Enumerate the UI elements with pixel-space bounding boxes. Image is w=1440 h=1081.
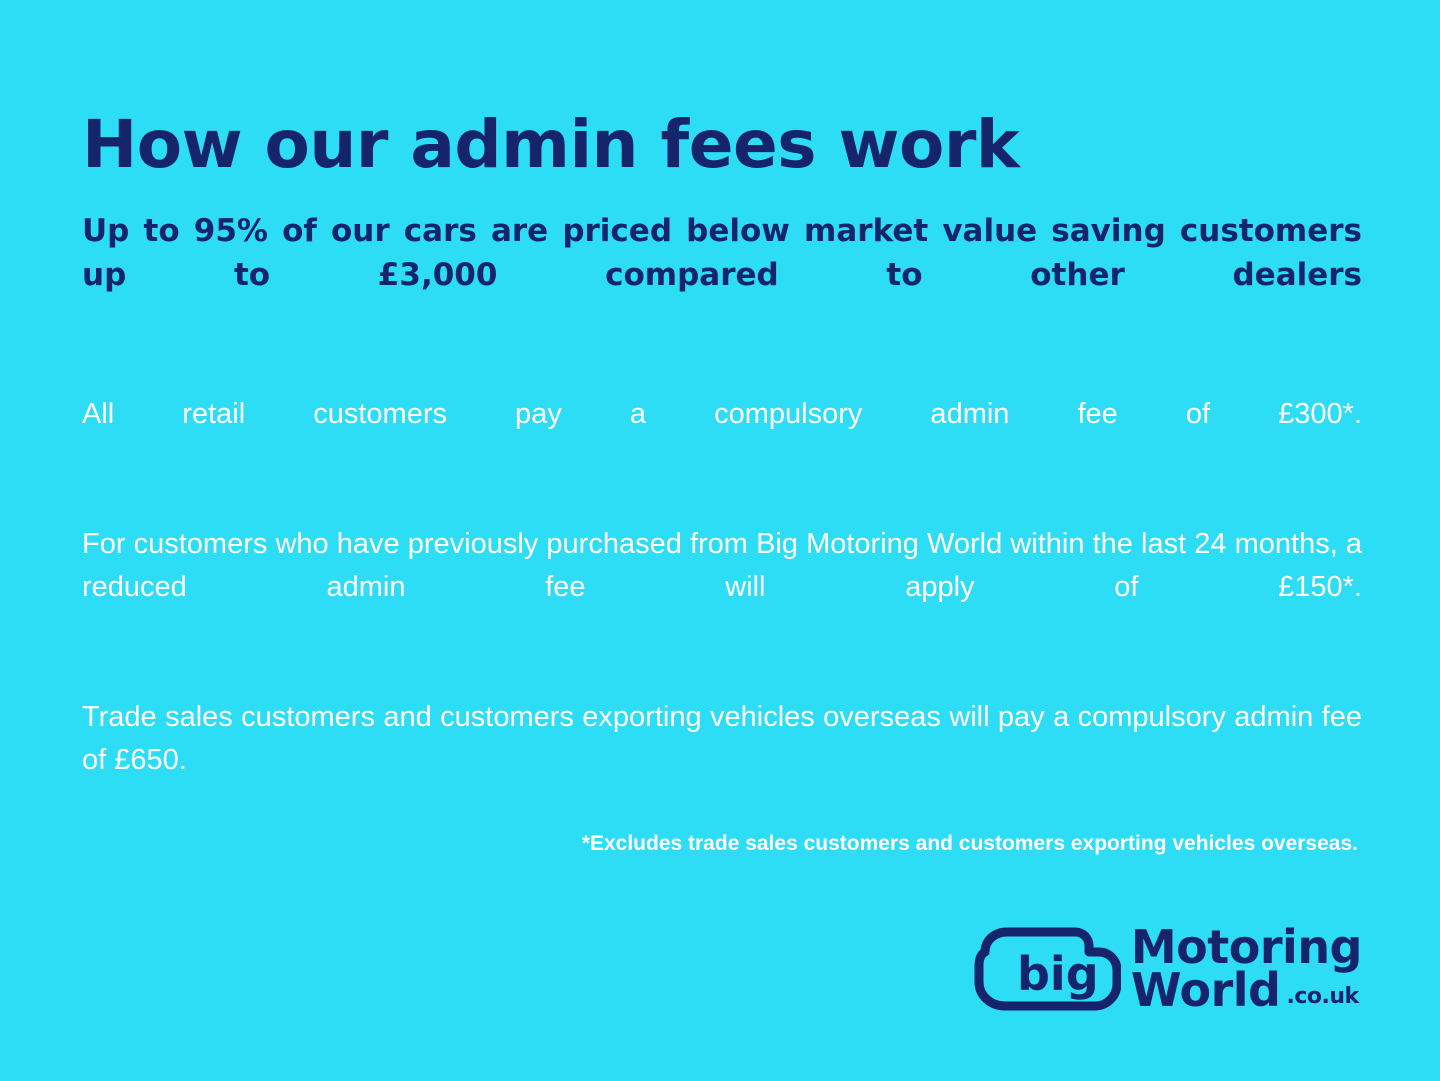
page-title: How our admin fees work — [82, 106, 1020, 183]
body-copy — [82, 393, 1362, 781]
brand-wordmark — [1130, 920, 1362, 1017]
footnote: *Excludes trade sales customers and customers exporting vehicles overseas. — [581, 832, 1358, 855]
brand-line-2-wrap — [1130, 962, 1362, 1017]
brand-line-2: World — [1130, 962, 1281, 1017]
body-paragraph-1: All retail customers pay a compulsory admin fee of £300*. — [82, 398, 1362, 431]
body-paragraph-3: Trade sales customers and customers exporting vehicles overseas will pay a compulsory admin fee of £650. — [82, 700, 1362, 776]
svg-text:big: big — [1016, 947, 1099, 1001]
body-paragraph-2: For customers who have previously purchased from Big Motoring World within the last 24 months, a reduced admin fee will apply of £150*. — [82, 528, 1362, 604]
brand-tld: .co.uk — [1286, 983, 1359, 1009]
big-car-icon — [971, 918, 1121, 1019]
brand-line-1: Motoring — [1130, 920, 1362, 975]
brand-logo — [971, 918, 1362, 1019]
slide-subtitle: Up to 95% of our cars are priced below market value saving customers up to £3,000 compared to other dealers — [82, 213, 1362, 294]
